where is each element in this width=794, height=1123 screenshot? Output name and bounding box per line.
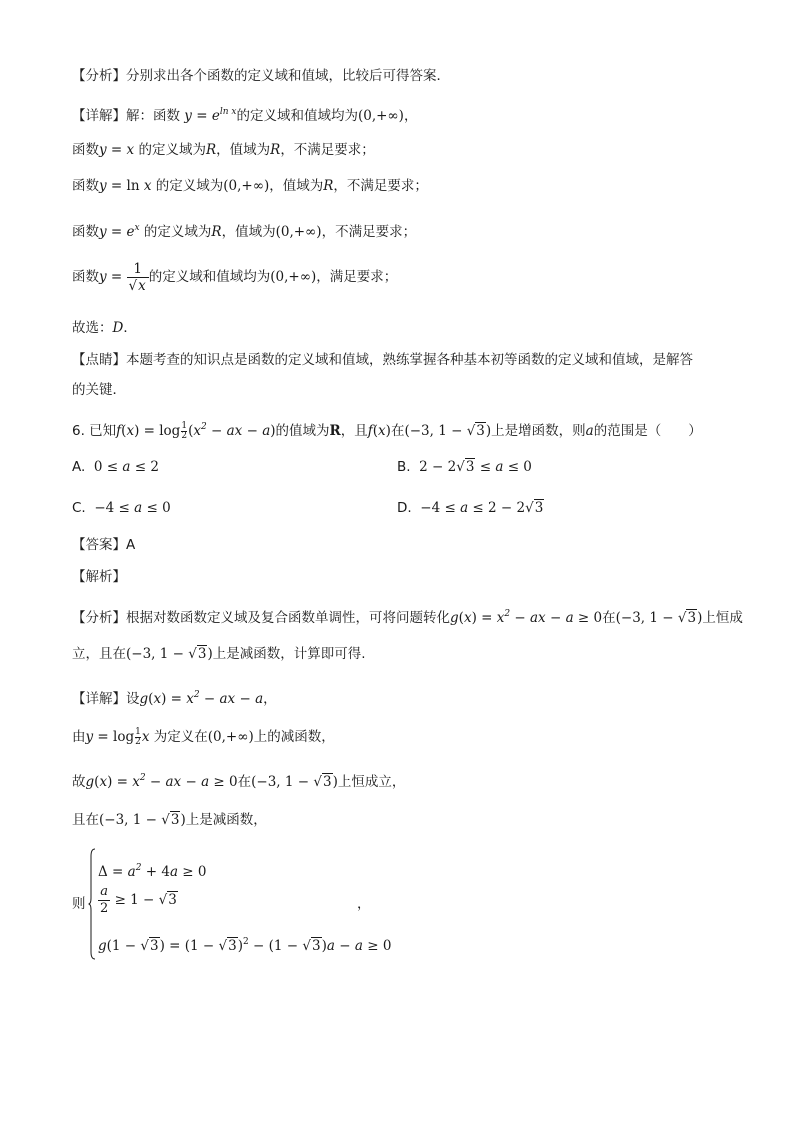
text: 立，且在	[72, 646, 126, 662]
text: ，	[263, 691, 277, 707]
symbol: D	[112, 320, 124, 336]
analysis-heading	[72, 567, 126, 587]
text: 的定义域和值域均为	[148, 269, 271, 285]
detail-line-3: 函数y = ln x 的定义域为(0,+∞)，值域为R，不满足要求；	[72, 178, 428, 194]
system-line-1: $\Delta = a^2 + 4a \ge 0$	[98, 863, 207, 880]
text: ，不满足要求；	[280, 142, 375, 158]
detail-2-line-3: 故$g(x) = x^2$ − ax − a ≥ 0在(−3, 1 − √3)上恒成立，	[72, 773, 406, 790]
formula: y	[184, 108, 192, 124]
text: ，值域为	[216, 142, 271, 158]
text: 函数	[72, 178, 99, 194]
text: ，值域为	[269, 178, 324, 194]
tag-detail: 【详解】	[72, 108, 126, 124]
comment-line-1	[72, 350, 693, 370]
detail-line-5: 函数y = $\frac{1}{√x}$ 的定义域和值域均为(0,+∞)，满足要求；	[72, 260, 398, 294]
symbol: R	[329, 423, 341, 439]
text: 在	[602, 610, 616, 626]
detail-2-line-2: 由y = log $\frac{1}{2}$ x 为定义在(0,+∞)上的减函数，	[72, 726, 335, 747]
text: 设	[126, 691, 140, 707]
text: 分别求出各个函数的定义域和值域，比较后可得答案．	[126, 68, 450, 84]
detail-line-2: 函数y = x 的定义域为R，值域为R，不满足要求；	[72, 142, 375, 158]
text: 的定义域为	[138, 142, 206, 158]
text: 上是增函数，则	[491, 423, 586, 439]
choose-line	[72, 318, 137, 338]
symbol: R	[270, 142, 281, 158]
interval: (−3, 1 − √3)	[126, 646, 213, 662]
question-6: 6. 已知f(x) = log $\frac{1}{2}$ ($x^2$ − ax − a)的值域为R，且f(x)在(−3, 1 − √3)上是增函数，则a的范围是（ ）	[72, 420, 702, 441]
interval: (−3, 1 − √3)	[615, 610, 703, 626]
formula: f	[116, 423, 122, 439]
text: 上的减函数，	[253, 729, 335, 745]
text: 本题考查的知识点是函数的定义域和值域，熟练掌握各种基本初等函数的定义域和值域，是解答	[126, 352, 693, 368]
text: 函数	[72, 269, 99, 285]
text: 根据对数函数定义域及复合函数单调性，可将问题转化	[126, 610, 450, 626]
tag-answer: 【答案】	[72, 537, 126, 553]
fraction: $\frac{1}{√x}$	[127, 261, 149, 294]
text: ，不满足要求；	[321, 224, 417, 240]
text: 的关键．	[72, 382, 126, 398]
text: 在	[237, 774, 252, 790]
option-b: B. 2 − 2√3 ≤ a ≤ 0	[397, 459, 532, 475]
text: 故选：	[72, 320, 113, 336]
analysis-line-1	[72, 66, 450, 86]
detail-2-line-1: 【详解】设$g(x) = x^2$ − ax − a，	[72, 690, 277, 707]
symbol: R	[323, 178, 334, 194]
text: 函数	[72, 142, 99, 158]
text: ，	[403, 108, 418, 124]
option-label: B.	[397, 459, 411, 475]
option-d: D. −4 ≤ a ≤ 2 − 2√3	[397, 500, 544, 516]
text: 为定义在	[153, 729, 208, 745]
answer-value: A	[126, 537, 136, 553]
tag-analysis: 【分析】	[72, 68, 126, 84]
interval: (0,+∞)	[207, 729, 254, 745]
tag-analysis: 【分析】	[72, 610, 126, 626]
interval: (0,+∞)	[223, 178, 270, 194]
text: ，不满足要求；	[333, 178, 428, 194]
symbol: R	[205, 142, 217, 158]
text: 函数	[72, 224, 99, 240]
text: 的定义域为	[155, 178, 224, 194]
text: 解：函数	[126, 108, 180, 124]
detail-line-1: 【详解】解：函数 $y = e^{ln x}$的定义域和值域均为(0,+∞)，	[72, 107, 418, 124]
option-c: C. −4 ≤ a ≤ 0	[72, 500, 171, 516]
text: 且在	[72, 812, 99, 828]
answer-line	[72, 535, 135, 555]
option-label: C.	[72, 500, 86, 516]
interval: (−3, 1 − √3)	[251, 774, 338, 790]
interval: (0,+∞)	[357, 108, 404, 124]
system-comma	[357, 894, 371, 914]
interval: (−3, 1 − √3)	[99, 812, 186, 828]
system-prefix	[72, 894, 86, 914]
formula: y	[99, 178, 107, 194]
text: ，且	[340, 423, 368, 439]
text: ，满足要求；	[316, 269, 398, 285]
formula: y	[99, 142, 107, 158]
text: 上恒成立，	[337, 774, 406, 790]
detail-2-line-4	[72, 808, 267, 832]
text: ，值域为	[221, 224, 276, 240]
text: ．	[123, 320, 137, 336]
tag-comment: 【点睛】	[72, 352, 126, 368]
interval: (−3, 1 − √3)	[404, 423, 492, 439]
text: 的范围是（ ）	[593, 423, 702, 439]
interval: (0,+∞)	[275, 224, 322, 240]
tag-detail: 【详解】	[72, 691, 126, 707]
question-number: 6. 已知	[72, 423, 117, 439]
text: 上恒成	[702, 610, 743, 626]
analysis-2-line-2	[72, 642, 366, 666]
text: ，	[357, 896, 371, 912]
text: 由	[72, 729, 86, 745]
text: 故	[72, 774, 86, 790]
symbol: R	[211, 224, 222, 240]
text: 的值域为	[275, 423, 330, 439]
option-label: D.	[397, 500, 412, 516]
text: 则	[72, 896, 86, 912]
option-a: A. 0 ≤ a ≤ 2	[72, 459, 159, 475]
text: 的定义域为	[143, 224, 212, 240]
system-line-3: $g(1 - √3) = (1 - √3)^2 - (1 - √3)a - a \ge 0$	[98, 937, 392, 954]
option-label: A.	[72, 459, 86, 475]
system-line-2: $\frac{a}{2}$ ≥ 1 − √3	[100, 884, 177, 916]
formula: y	[99, 269, 107, 285]
detail-line-4: 函数$y = e^x$ 的定义域为R，值域为(0,+∞)，不满足要求；	[72, 223, 417, 240]
tag-analysis-head: 【解析】	[72, 569, 126, 585]
left-brace-icon	[88, 848, 96, 960]
interval: (0,+∞)	[270, 269, 317, 285]
formula: y	[99, 224, 107, 240]
text: 的定义域和值域均为	[236, 108, 358, 124]
analysis-2-line-1: 【分析】根据对数函数定义域及复合函数单调性，可将问题转化$g(x) = x^2$ − ax − a ≥ 0在(−3, 1 − √3)上恒成	[72, 609, 743, 626]
text: 上是减函数，计算即可得.	[212, 646, 366, 662]
comment-line-2	[72, 380, 126, 400]
text: 上是减函数，	[185, 812, 267, 828]
text: 在	[390, 423, 405, 439]
